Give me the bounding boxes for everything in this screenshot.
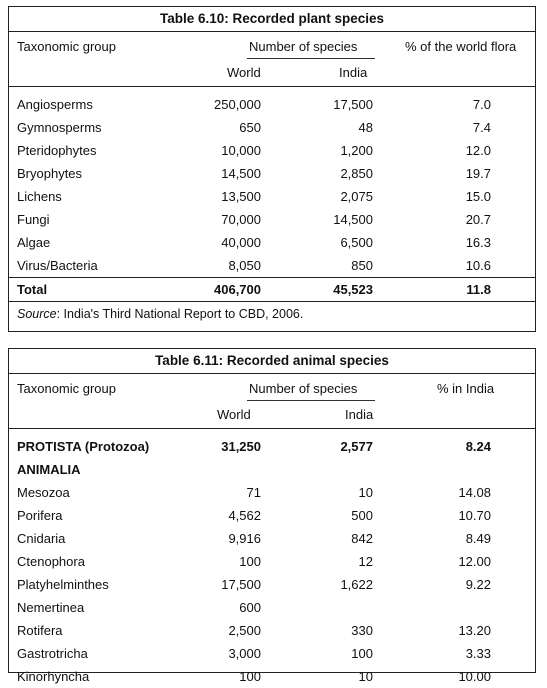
cell-world: 40,000 xyxy=(221,235,261,250)
header-world: World xyxy=(227,65,261,80)
table-title: Table 6.11: Recorded animal species xyxy=(9,349,535,374)
table-row xyxy=(9,642,535,665)
header-underline xyxy=(247,400,375,401)
cell-taxonomic-group: Nemertinea xyxy=(17,600,85,615)
cell-taxonomic-group: PROTISTA (Protozoa) xyxy=(17,439,150,454)
cell-world: 17,500 xyxy=(221,577,261,592)
total-india: 45,523 xyxy=(333,282,373,297)
cell-world: 13,500 xyxy=(221,189,261,204)
table-body xyxy=(9,93,535,277)
table-body xyxy=(9,435,535,688)
table-row xyxy=(9,231,535,254)
cell-percent: 8.24 xyxy=(465,439,491,454)
table-row xyxy=(9,435,535,458)
table-row xyxy=(9,116,535,139)
cell-world: 650 xyxy=(239,120,261,135)
table-row xyxy=(9,162,535,185)
cell-taxonomic-group: Rotifera xyxy=(17,623,63,638)
cell-percent: 3.33 xyxy=(465,646,491,661)
cell-india: 850 xyxy=(351,258,373,273)
cell-taxonomic-group: Porifera xyxy=(17,508,63,523)
cell-percent: 7.4 xyxy=(472,120,491,135)
cell-world: 600 xyxy=(239,600,261,615)
cell-world: 31,250 xyxy=(221,439,261,454)
table-row xyxy=(9,504,535,527)
table-row xyxy=(9,550,535,573)
cell-taxonomic-group: Platyhelminthes xyxy=(17,577,109,592)
cell-percent: 12.0 xyxy=(465,143,491,158)
cell-percent: 20.7 xyxy=(465,212,491,227)
cell-percent: 13.20 xyxy=(458,623,491,638)
cell-taxonomic-group: Kinorhyncha xyxy=(17,669,90,684)
table-row xyxy=(9,573,535,596)
header-taxonomic-group: Taxonomic group xyxy=(17,381,116,396)
header-percent-in-india: % in India xyxy=(437,381,495,396)
cell-world: 8,050 xyxy=(228,258,261,273)
cell-india: 6,500 xyxy=(340,235,373,250)
cell-percent: 7.0 xyxy=(472,97,491,112)
table-row xyxy=(9,139,535,162)
cell-taxonomic-group: Cnidaria xyxy=(17,531,66,546)
header-world: World xyxy=(217,407,251,422)
total-pct: 11.8 xyxy=(466,282,491,297)
cell-world: 9,916 xyxy=(228,531,261,546)
cell-world: 10,000 xyxy=(221,143,261,158)
cell-india: 48 xyxy=(358,120,373,135)
header-number-of-species: Number of species xyxy=(249,39,358,54)
cell-india: 1,622 xyxy=(340,577,373,592)
cell-percent: 10.70 xyxy=(458,508,491,523)
cell-india: 842 xyxy=(351,531,373,546)
cell-india: 2,577 xyxy=(340,439,373,454)
cell-india: 2,850 xyxy=(340,166,373,181)
table-header xyxy=(9,32,535,87)
table-row xyxy=(9,481,535,504)
total-row xyxy=(9,277,535,302)
total-label: Total xyxy=(17,282,48,297)
cell-world: 250,000 xyxy=(214,97,261,112)
cell-india: 2,075 xyxy=(340,189,373,204)
source-label: Source xyxy=(17,307,57,321)
cell-india: 10 xyxy=(358,669,373,684)
cell-percent: 14.08 xyxy=(458,485,491,500)
cell-india: 17,500 xyxy=(333,97,373,112)
cell-india: 1,200 xyxy=(340,143,373,158)
cell-world: 14,500 xyxy=(221,166,261,181)
cell-taxonomic-group: Fungi xyxy=(17,212,50,227)
cell-india: 100 xyxy=(351,646,373,661)
cell-taxonomic-group: Angiosperms xyxy=(17,97,93,112)
cell-taxonomic-group: Ctenophora xyxy=(17,554,85,569)
cell-percent: 9.22 xyxy=(465,577,491,592)
cell-percent: 8.49 xyxy=(465,531,491,546)
cell-percent: 10.00 xyxy=(458,669,491,684)
cell-taxonomic-group: Virus/Bacteria xyxy=(17,258,98,273)
cell-percent: 15.0 xyxy=(465,189,491,204)
cell-percent: 19.7 xyxy=(465,166,491,181)
table-header xyxy=(9,374,535,429)
animal-species-table xyxy=(8,348,536,684)
cell-india: 10 xyxy=(358,485,373,500)
header-india: India xyxy=(339,65,368,80)
cell-world: 71 xyxy=(246,485,261,500)
cell-world: 70,000 xyxy=(221,212,261,227)
table-title: Table 6.10: Recorded plant species xyxy=(9,7,535,32)
cell-india: 12 xyxy=(358,554,373,569)
cell-taxonomic-group: Bryophytes xyxy=(17,166,83,181)
cell-percent: 16.3 xyxy=(465,235,491,250)
cell-world: 100 xyxy=(239,669,261,684)
cell-percent: 10.6 xyxy=(465,258,491,273)
header-taxonomic-group: Taxonomic group xyxy=(17,39,116,54)
cell-taxonomic-group: Algae xyxy=(17,235,51,250)
cell-taxonomic-group: Pteridophytes xyxy=(17,143,97,158)
header-india: India xyxy=(345,407,374,422)
table-row xyxy=(9,619,535,642)
cell-taxonomic-group: Gastrotricha xyxy=(17,646,88,661)
cell-world: 4,562 xyxy=(228,508,261,523)
table-row xyxy=(9,254,535,277)
cell-taxonomic-group: Lichens xyxy=(17,189,62,204)
table-row xyxy=(9,458,535,481)
total-world: 406,700 xyxy=(214,282,261,297)
cell-india: 330 xyxy=(351,623,373,638)
cell-taxonomic-group: Mesozoa xyxy=(17,485,70,500)
source-text: : India's Third National Report to CBD, 2006. xyxy=(56,307,304,321)
header-percent-world-flora: % of the world flora xyxy=(405,39,517,54)
cell-percent: 12.00 xyxy=(458,554,491,569)
cell-taxonomic-group: ANIMALIA xyxy=(17,462,81,477)
cell-world: 3,000 xyxy=(228,646,261,661)
table-row xyxy=(9,185,535,208)
header-underline xyxy=(247,58,375,59)
table-row xyxy=(9,596,535,619)
cell-world: 2,500 xyxy=(228,623,261,638)
cell-india: 500 xyxy=(351,508,373,523)
table-row xyxy=(9,527,535,550)
cell-india: 14,500 xyxy=(333,212,373,227)
table-row xyxy=(9,665,535,688)
cell-world: 100 xyxy=(239,554,261,569)
header-number-of-species: Number of species xyxy=(249,381,358,396)
table-row xyxy=(9,208,535,231)
cell-taxonomic-group: Gymnosperms xyxy=(17,120,102,135)
plant-species-table xyxy=(8,6,536,332)
table-source xyxy=(9,302,535,326)
table-row xyxy=(9,93,535,116)
